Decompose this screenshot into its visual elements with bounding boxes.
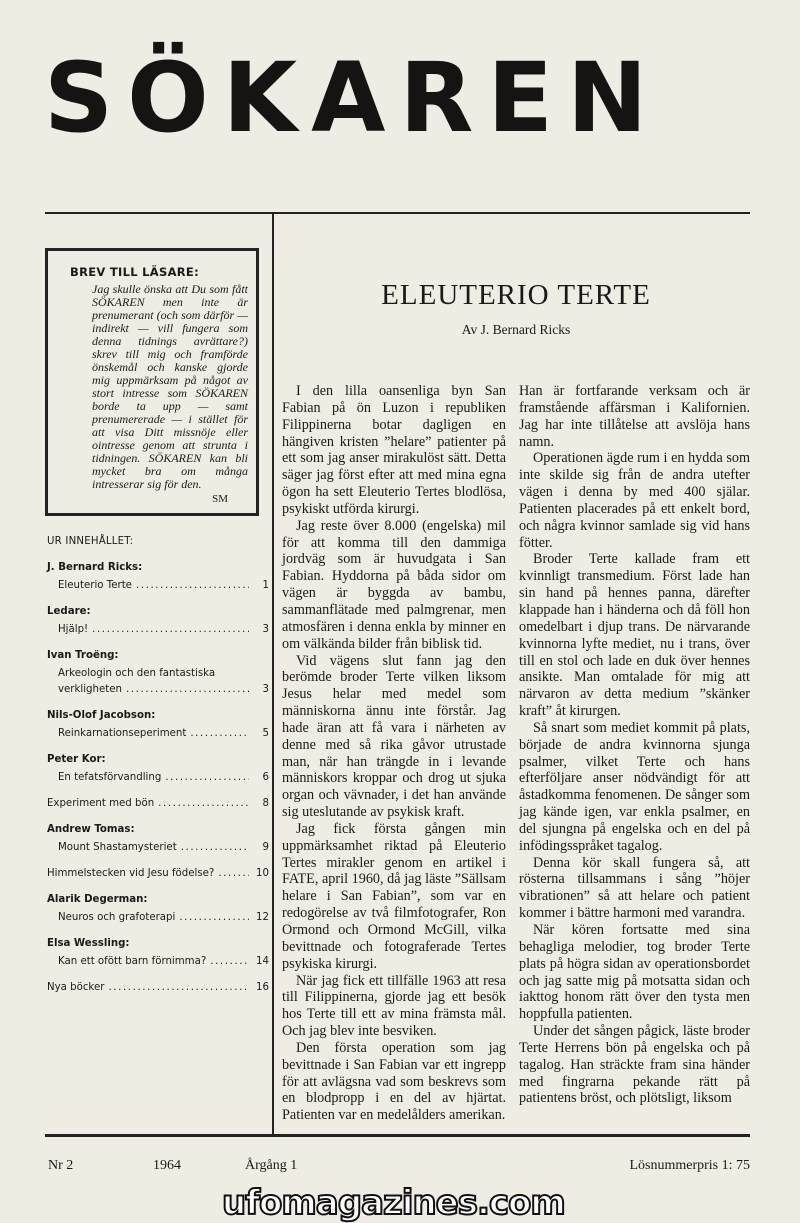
toc-page-number: 3 [262, 624, 269, 635]
masthead-logo: SÖKAREN [44, 42, 662, 154]
toc-title-line: Arkeologin och den fantastiska [58, 668, 216, 679]
article-paragraph: Operationen ägde rum i en hydda som inte skilde sig från de andra utefter vägen i denna by med 400 själar. Patienten placerades på ett enkelt bord, och några kvinnor samlade sig vid hans fötter. [519, 450, 750, 551]
article-paragraph: Jag reste över 8.000 (engelska) mil för att komma till den dammiga jordväg som är huvudgata i San Fabian. Hyddorna på båda sidor om vägen är byggda av bambu, sammanflätade med palmgrenar, men atmosfären i denna enkla by minner en om välkända bilder från biblisk tid. [282, 517, 506, 652]
toc-author: Alarik Degerman: [47, 894, 148, 905]
toc-entry [47, 798, 269, 810]
toc-leader-dots [181, 842, 249, 854]
toc-leader-dots [92, 624, 249, 636]
toc-title: Neuros och grafoterapi [58, 912, 176, 923]
toc-leader-dots [136, 580, 249, 592]
toc-list [47, 562, 269, 994]
article-title: ELEUTERIO TERTE [381, 279, 651, 311]
toc-title: Himmelstecken vid Jesu födelse? [47, 868, 215, 879]
letter-title: BREV TILL LÄSARE: [70, 265, 199, 279]
toc-title: Mount Shastamysteriet [58, 842, 177, 853]
toc-author: Elsa Wessling: [47, 938, 130, 949]
main-content [45, 212, 750, 1137]
toc-leader-dots [108, 982, 249, 994]
toc-page-number: 16 [256, 982, 269, 993]
toc-leader-dots [165, 772, 249, 784]
left-column [45, 214, 274, 1134]
page-body [45, 212, 750, 1223]
toc-leader-dots [158, 798, 249, 810]
toc-entry [47, 728, 269, 740]
toc-page-number: 10 [256, 868, 269, 879]
toc-page-number: 1 [262, 580, 269, 591]
toc-page-number: 8 [262, 798, 269, 809]
toc-title: verkligheten [58, 684, 122, 695]
letter-body: Jag skulle önska att Du som fått SÖKAREN men inte är prenumerant (och som därför — indirekt — vill fungera som denna tidnings avrättare?) skrev till mig och framförde önskemål och kanske gjorde mig uppmärksam på något av stort intresse som SÖKAREN borde ta upp — samt prenumererade — i stället för att visa Ditt missnöje eller ointresse genom att strunta i tidningen. SÖKAREN kan bli mycket bra om många intresserar sig för den. [92, 282, 248, 491]
article-paragraph: När kören fortsatte med sina behagliga melodier, tog broder Terte plats på högra sidan av operationsbordet och jag satte mig på motsatta sidan och iakttog honom rätt över den tysta men hoppfulla patienten. [519, 922, 750, 1023]
toc-author: Ledare: [47, 606, 91, 617]
toc-entry [47, 842, 269, 854]
article-paragraph: Vid vägens slut fann jag den berömde broder Terte vilken liksom Jesus helar med medel som människorna ännu inte förstår. Jag hade äran att få vara i närheten av denne med så rika gåvor utrustade man, när han trängde in i levande människors kroppar och drog ut sjuka organ och vävnader, i det han använde sig uteslutande av psykisk kraft. [282, 652, 506, 821]
toc-entry [47, 772, 269, 784]
toc-page-number: 12 [256, 912, 269, 923]
toc-entry [47, 912, 269, 924]
article-paragraph: I den lilla oansenliga byn San Fabian på ön Luzon i republiken Filippinerna botar dagligen en hängiven kristen ”helare” patienter på ett som jag anser mirakulöst sätt. Detta säger jag först efter att med mina egna ögon ha sett Eleuterio Tertes blodlösa, psykiskt utförda kirurgi. [282, 383, 506, 517]
article-columns [282, 383, 750, 1124]
toc-title: Eleuterio Terte [58, 580, 132, 591]
toc-entry [47, 624, 269, 636]
footer [45, 1157, 750, 1177]
toc-title: Reinkarnationseperiment [58, 728, 187, 739]
article-paragraph: Broder Terte kallade fram ett kvinnligt transmedium. Först lade han sin hand på hennes panna, därefter klappade han i händerna och då föll hon omedelbart i djup trans. De närvarande kvinnorna lyfte mediet, nu i trans, över till en stol och lade en duk över hennes ansikte. Man omtalade för mig att närvaron av detta medium ”skänker kraft” åt kirurgen. [519, 551, 750, 720]
toc-leader-dots [190, 728, 249, 740]
article-paragraph: När jag fick ett tillfälle 1963 att resa till Filippinerna, gjorde jag ett besök hos Terte till ett av mina främsta mål. Och jag blev inte besviken. [282, 972, 506, 1040]
toc-author: J. Bernard Ricks: [47, 562, 143, 573]
toc-page-number: 9 [262, 842, 269, 853]
letter-signature: SM [212, 493, 228, 505]
toc-entry [47, 684, 269, 696]
toc-author: Ivan Troëng: [47, 650, 119, 661]
toc-entry [47, 868, 269, 880]
article-paragraph: Under det sången pågick, läste broder Terte Herrens bön på engelska och på tagalog. Han sträckte fram sina händer med fingrarna pekande rätt på patientens bröst, och plötsligt, liksom [519, 1023, 750, 1107]
article-paragraph: Så snart som mediet kommit på plats, började de andra kvinnorna sjunga psalmer, vilket Terte och hans efterföljare anser nödvändigt för att åstadkomma fenomenen. De sånger som jag kände igen, var enkla psalmer, en del sjungna på engelska och en del på infödingsspråket tagalog. [519, 719, 750, 854]
watermark: ufomagazines.com [222, 1183, 565, 1223]
issue-year: 1964 [153, 1158, 181, 1174]
price: Lösnummerpris 1: 75 [629, 1158, 750, 1174]
toc-leader-dots [126, 684, 249, 696]
table-of-contents [45, 536, 269, 994]
toc-leader-dots [218, 868, 249, 880]
letter-to-readers-box [45, 248, 259, 516]
article-column-1 [282, 383, 506, 1124]
toc-page-number: 6 [262, 772, 269, 783]
toc-author: Peter Kor: [47, 754, 106, 765]
issue-number: Nr 2 [48, 1158, 74, 1174]
toc-entry [47, 956, 269, 968]
article-paragraph: Denna kör skall fungera så, att rösterna tillsammans i sång ”höjer vibrationen” så att helare och patient kommer i bättre harmoni med varandra. [519, 854, 750, 922]
volume: Årgång 1 [245, 1158, 298, 1174]
toc-page-number: 5 [262, 728, 269, 739]
toc-heading: UR INNEHÅLLET: [47, 536, 134, 547]
toc-entry [47, 580, 269, 592]
toc-leader-dots [179, 912, 249, 924]
toc-author: Nils-Olof Jacobson: [47, 710, 156, 721]
article [274, 214, 750, 1134]
toc-title: Experiment med bön [47, 798, 155, 809]
toc-page-number: 14 [256, 956, 269, 967]
article-byline: Av J. Bernard Ricks [461, 322, 571, 337]
toc-title: Hjälp! [58, 624, 89, 635]
article-paragraph: Jag fick första gången min uppmärksamhet riktad på Eleuterio Tertes mirakler genom en artikel i FATE, april 1960, då jag läste ”Sällsam helare i San Fabian”, som var en redogörelse av två filmfotografer, Ron Ormond och Ormond McGill, vilka bevittnade och fotograferade Tertes psykiska kirurgi. [282, 820, 506, 972]
toc-title: Kan ett ofött barn förnimma? [58, 956, 207, 967]
toc-entry [47, 982, 269, 994]
article-column-2 [519, 383, 750, 1124]
toc-title: Nya böcker [47, 982, 105, 993]
toc-page-number: 3 [262, 684, 269, 695]
toc-author: Andrew Tomas: [47, 824, 135, 835]
article-paragraph: Han är fortfarande verksam och är framstående affärsman i Kalifornien. Jag har inte tillåtelse att avslöja hans namn. [519, 383, 750, 450]
toc-title: En tefatsförvandling [58, 772, 162, 783]
article-paragraph: Den första operation som jag bevittnade i San Fabian var ett ingrepp för att avlägsna vad som beskrevs som en blodpropp i en del av hjärtat. Patienten var en medelålders amerikan. [282, 1039, 506, 1124]
toc-leader-dots [210, 956, 249, 968]
